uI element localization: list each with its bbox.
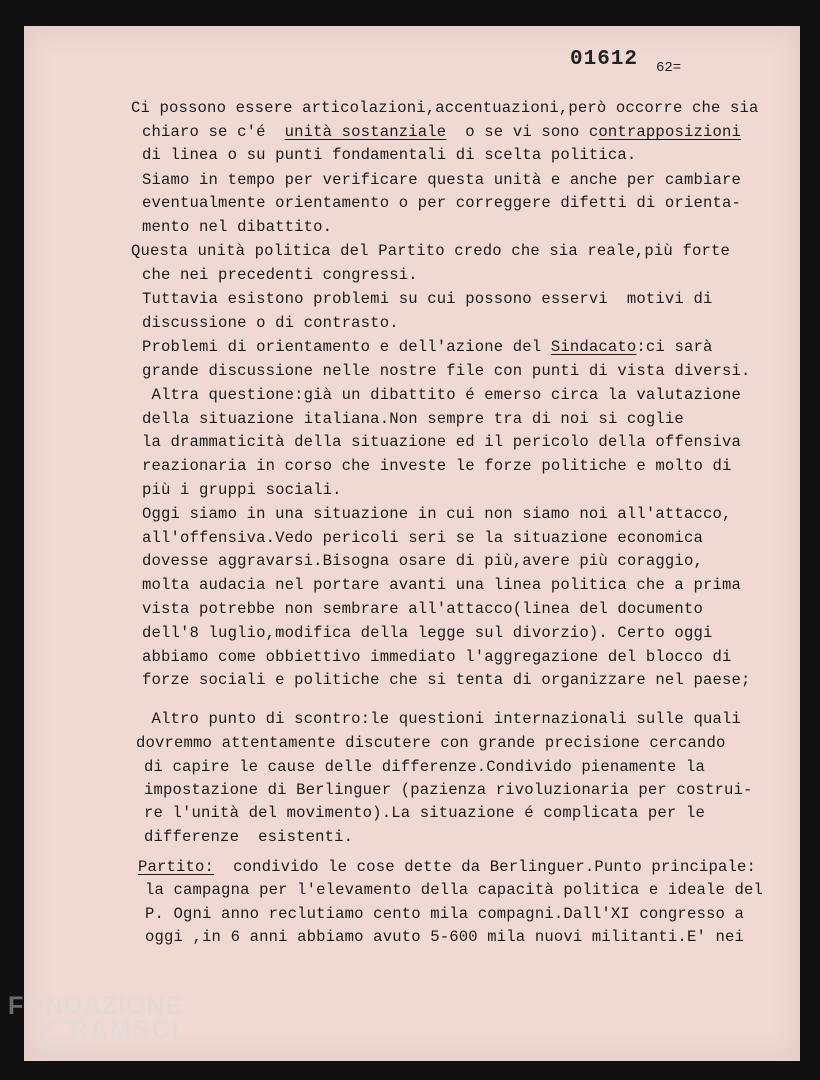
text-line: che nei precedenti congressi. <box>142 266 418 284</box>
text-line: più i gruppi sociali. <box>142 481 342 499</box>
text-line: differenze esistenti. <box>144 828 354 846</box>
text-line: molta audacia nel portare avanti una linea politica che a prima <box>142 576 741 594</box>
text-line: Altra questione:già un dibattito é emerso circa la valutazione <box>142 386 741 404</box>
text-line: Ci possono essere articolazioni,accentuazioni,però occorre che sia <box>131 99 759 117</box>
text-line: impostazione di Berlinguer (pazienza rivoluzionaria per costrui- <box>144 781 753 799</box>
text-line: all'offensiva.Vedo pericoli seri se la situazione economica <box>142 529 703 547</box>
text-line: Tuttavia esistono problemi su cui possono esservi motivi di <box>142 290 713 308</box>
text-line: grande discussione nelle nostre file con punti di vista diversi. <box>142 362 751 380</box>
text-line: la drammaticità della situazione ed il pericolo della offensiva <box>142 433 741 451</box>
text-line: dovesse aggravarsi.Bisogna osare di più,avere più coraggio, <box>142 552 703 570</box>
text-line: Oggi siamo in una situazione in cui non siamo noi all'attacco, <box>142 505 732 523</box>
text-line: oggi ,in 6 anni abbiamo avuto 5-600 mila nuovi militanti.E' nei <box>145 928 744 946</box>
text-line: chiaro se c'é unità sostanziale o se vi sono contrapposizioni <box>142 123 742 141</box>
text-line: mento nel dibattito. <box>142 218 333 236</box>
text-line: P. Ogni anno reclutiamo cento mila compagni.Dall'XI congresso a <box>145 905 744 923</box>
fondazione-gramsci-watermark <box>8 992 206 1057</box>
page-number: 62= <box>656 60 682 76</box>
text-line: abbiamo come obbiettivo immediato l'aggregazione del blocco di <box>142 648 732 666</box>
text-line: di linea o su punti fondamentali di scelta politica. <box>142 146 637 164</box>
text-line: la campagna per l'elevamento della capacità politica e ideale del <box>145 881 764 899</box>
text-line: Problemi di orientamento e dell'azione del Sindacato:ci sarà <box>142 338 713 356</box>
section-heading: Partito: <box>138 858 215 876</box>
text-line: di capire le cause delle differenze.Condivido pienamente la <box>144 758 705 776</box>
watermark-subtitle: RAMSCI <box>70 1016 181 1044</box>
text-line: re l'unità del movimento).La situazione é complicata per le <box>144 804 705 822</box>
text-line: della situazione italiana.Non sempre tra di noi si coglie <box>142 410 684 428</box>
text-line: Altro punto di scontro:le questioni internazionali sulle quali <box>142 710 741 728</box>
watermark-title: FONDAZIONE <box>8 992 184 1020</box>
text-line: Partito: condivido le cose dette da Berlinguer.Punto principale: <box>138 858 757 876</box>
text-line: forze sociali e politiche che si tenta di organizzare nel paese; <box>142 671 751 689</box>
text-line: eventualmente orientamento o per correggere difetti di orienta- <box>142 194 741 212</box>
text-line: dovremmo attentamente discutere con grande precisione cercando <box>136 734 726 752</box>
watermark-onlus: onlus <box>186 1048 206 1057</box>
text-line: vista potrebbe non sembrare all'attacco(linea del documento <box>142 600 703 618</box>
document-number: 01612 <box>570 48 639 71</box>
text-line: dell'8 luglio,modifica della legge sul divorzio). Certo oggi <box>142 624 713 642</box>
text-line: Questa unità politica del Partito credo che sia reale,più forte <box>131 242 730 260</box>
text-line: discussione o di contrasto. <box>142 314 399 332</box>
text-line: Siamo in tempo per verificare questa unità e anche per cambiare <box>142 171 741 189</box>
text-line: reazionaria in corso che investe le forze politiche e molto di <box>142 457 732 475</box>
